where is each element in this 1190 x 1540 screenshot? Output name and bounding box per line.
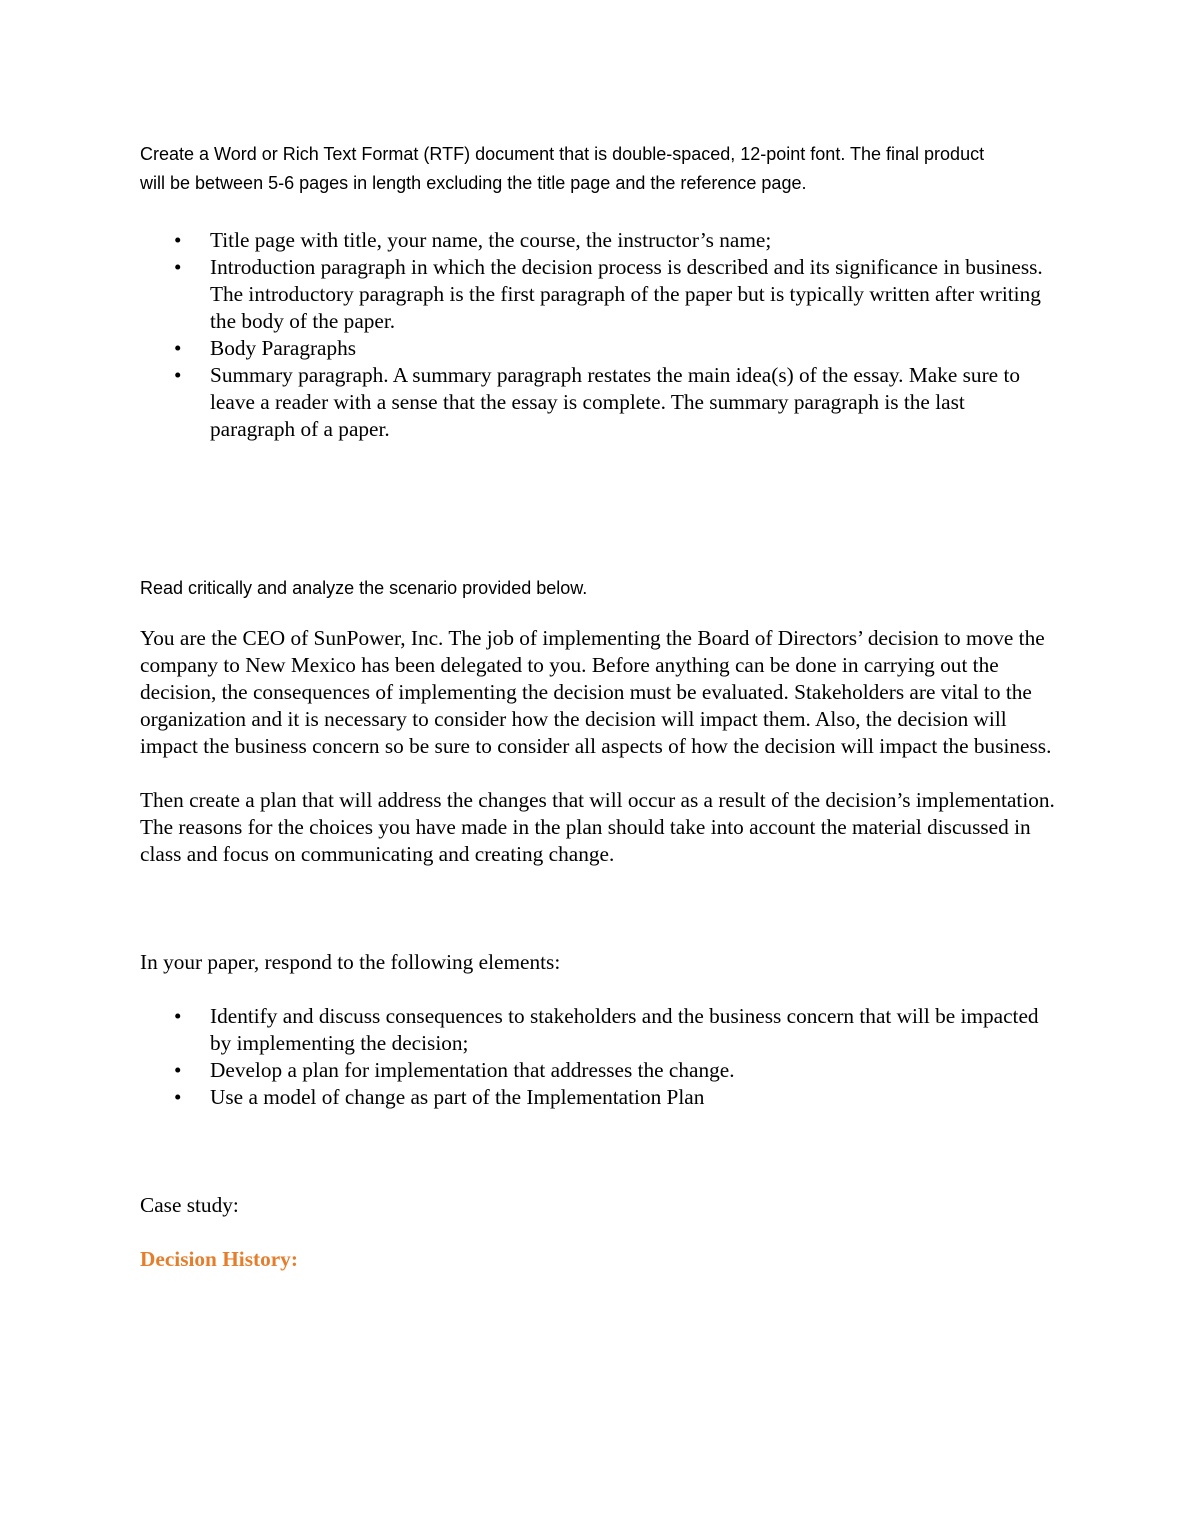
case-study-label: Case study: — [140, 1193, 239, 1217]
list-item — [140, 1003, 1055, 1057]
read-note: Read critically and analyze the scenario provided below. — [140, 578, 588, 598]
list-item-text: Develop a plan for implementation that addresses the change. — [210, 1058, 735, 1082]
elements-list — [140, 1003, 1055, 1111]
bullet-icon: • — [174, 1004, 182, 1028]
list-item — [140, 1057, 1055, 1084]
list-item — [140, 227, 1055, 254]
list-item — [140, 335, 1055, 362]
list-item-text: Summary paragraph. A summary paragraph restates the main idea(s) of the essay. Make sure to leave a reader with a sense that the essay is complete. The summary paragraph is the last paragraph of a paper. — [210, 363, 1021, 441]
list-item — [140, 1084, 1055, 1111]
decision-history-heading: Decision History: — [140, 1247, 298, 1271]
scenario-paragraph-2: Then create a plan that will address the changes that will occur as a result of the decision’s implementation. The reasons for the choices you have made in the plan should take into account the material discussed in class and focus on communicating and creating change. — [140, 788, 1055, 866]
bullet-icon: • — [174, 336, 182, 360]
list-item — [140, 254, 1055, 335]
elements-intro: In your paper, respond to the following elements: — [140, 950, 561, 974]
list-item-text: Body Paragraphs — [210, 336, 357, 360]
list-item — [140, 362, 1055, 443]
document-page — [140, 140, 1055, 1273]
intro-note: Create a Word or Rich Text Format (RTF) document that is double-spaced, 12-point font. The final product will be between 5-6 pages in length excluding the title page and the reference page. — [140, 144, 985, 193]
requirements-list — [140, 227, 1055, 443]
bullet-icon: • — [174, 363, 182, 387]
bullet-icon: • — [174, 228, 182, 252]
list-item-text: Title page with title, your name, the course, the instructor’s name; — [210, 228, 772, 252]
list-item-text: Use a model of change as part of the Implementation Plan — [210, 1085, 705, 1109]
list-item-text: Introduction paragraph in which the decision process is described and its significance in business. The introductory paragraph is the first paragraph of the paper but is typically written after writing the body of the paper. — [210, 255, 1043, 333]
bullet-icon: • — [174, 255, 182, 279]
bullet-icon: • — [174, 1058, 182, 1082]
scenario-paragraph-1: You are the CEO of SunPower, Inc. The job of implementing the Board of Directors’ decision to move the company to New Mexico has been delegated to you. Before anything can be done in carrying out the decision, the consequences of implementing the decision must be evaluated. Stakeholders are vital to the organization and it is necessary to consider how the decision will impact them. Also, the decision will impact the business concern so be sure to consider all aspects of how the decision will impact the business. — [140, 626, 1052, 758]
bullet-icon: • — [174, 1085, 182, 1109]
list-item-text: Identify and discuss consequences to stakeholders and the business concern that will be impacted by implementing the decision; — [210, 1004, 1039, 1055]
